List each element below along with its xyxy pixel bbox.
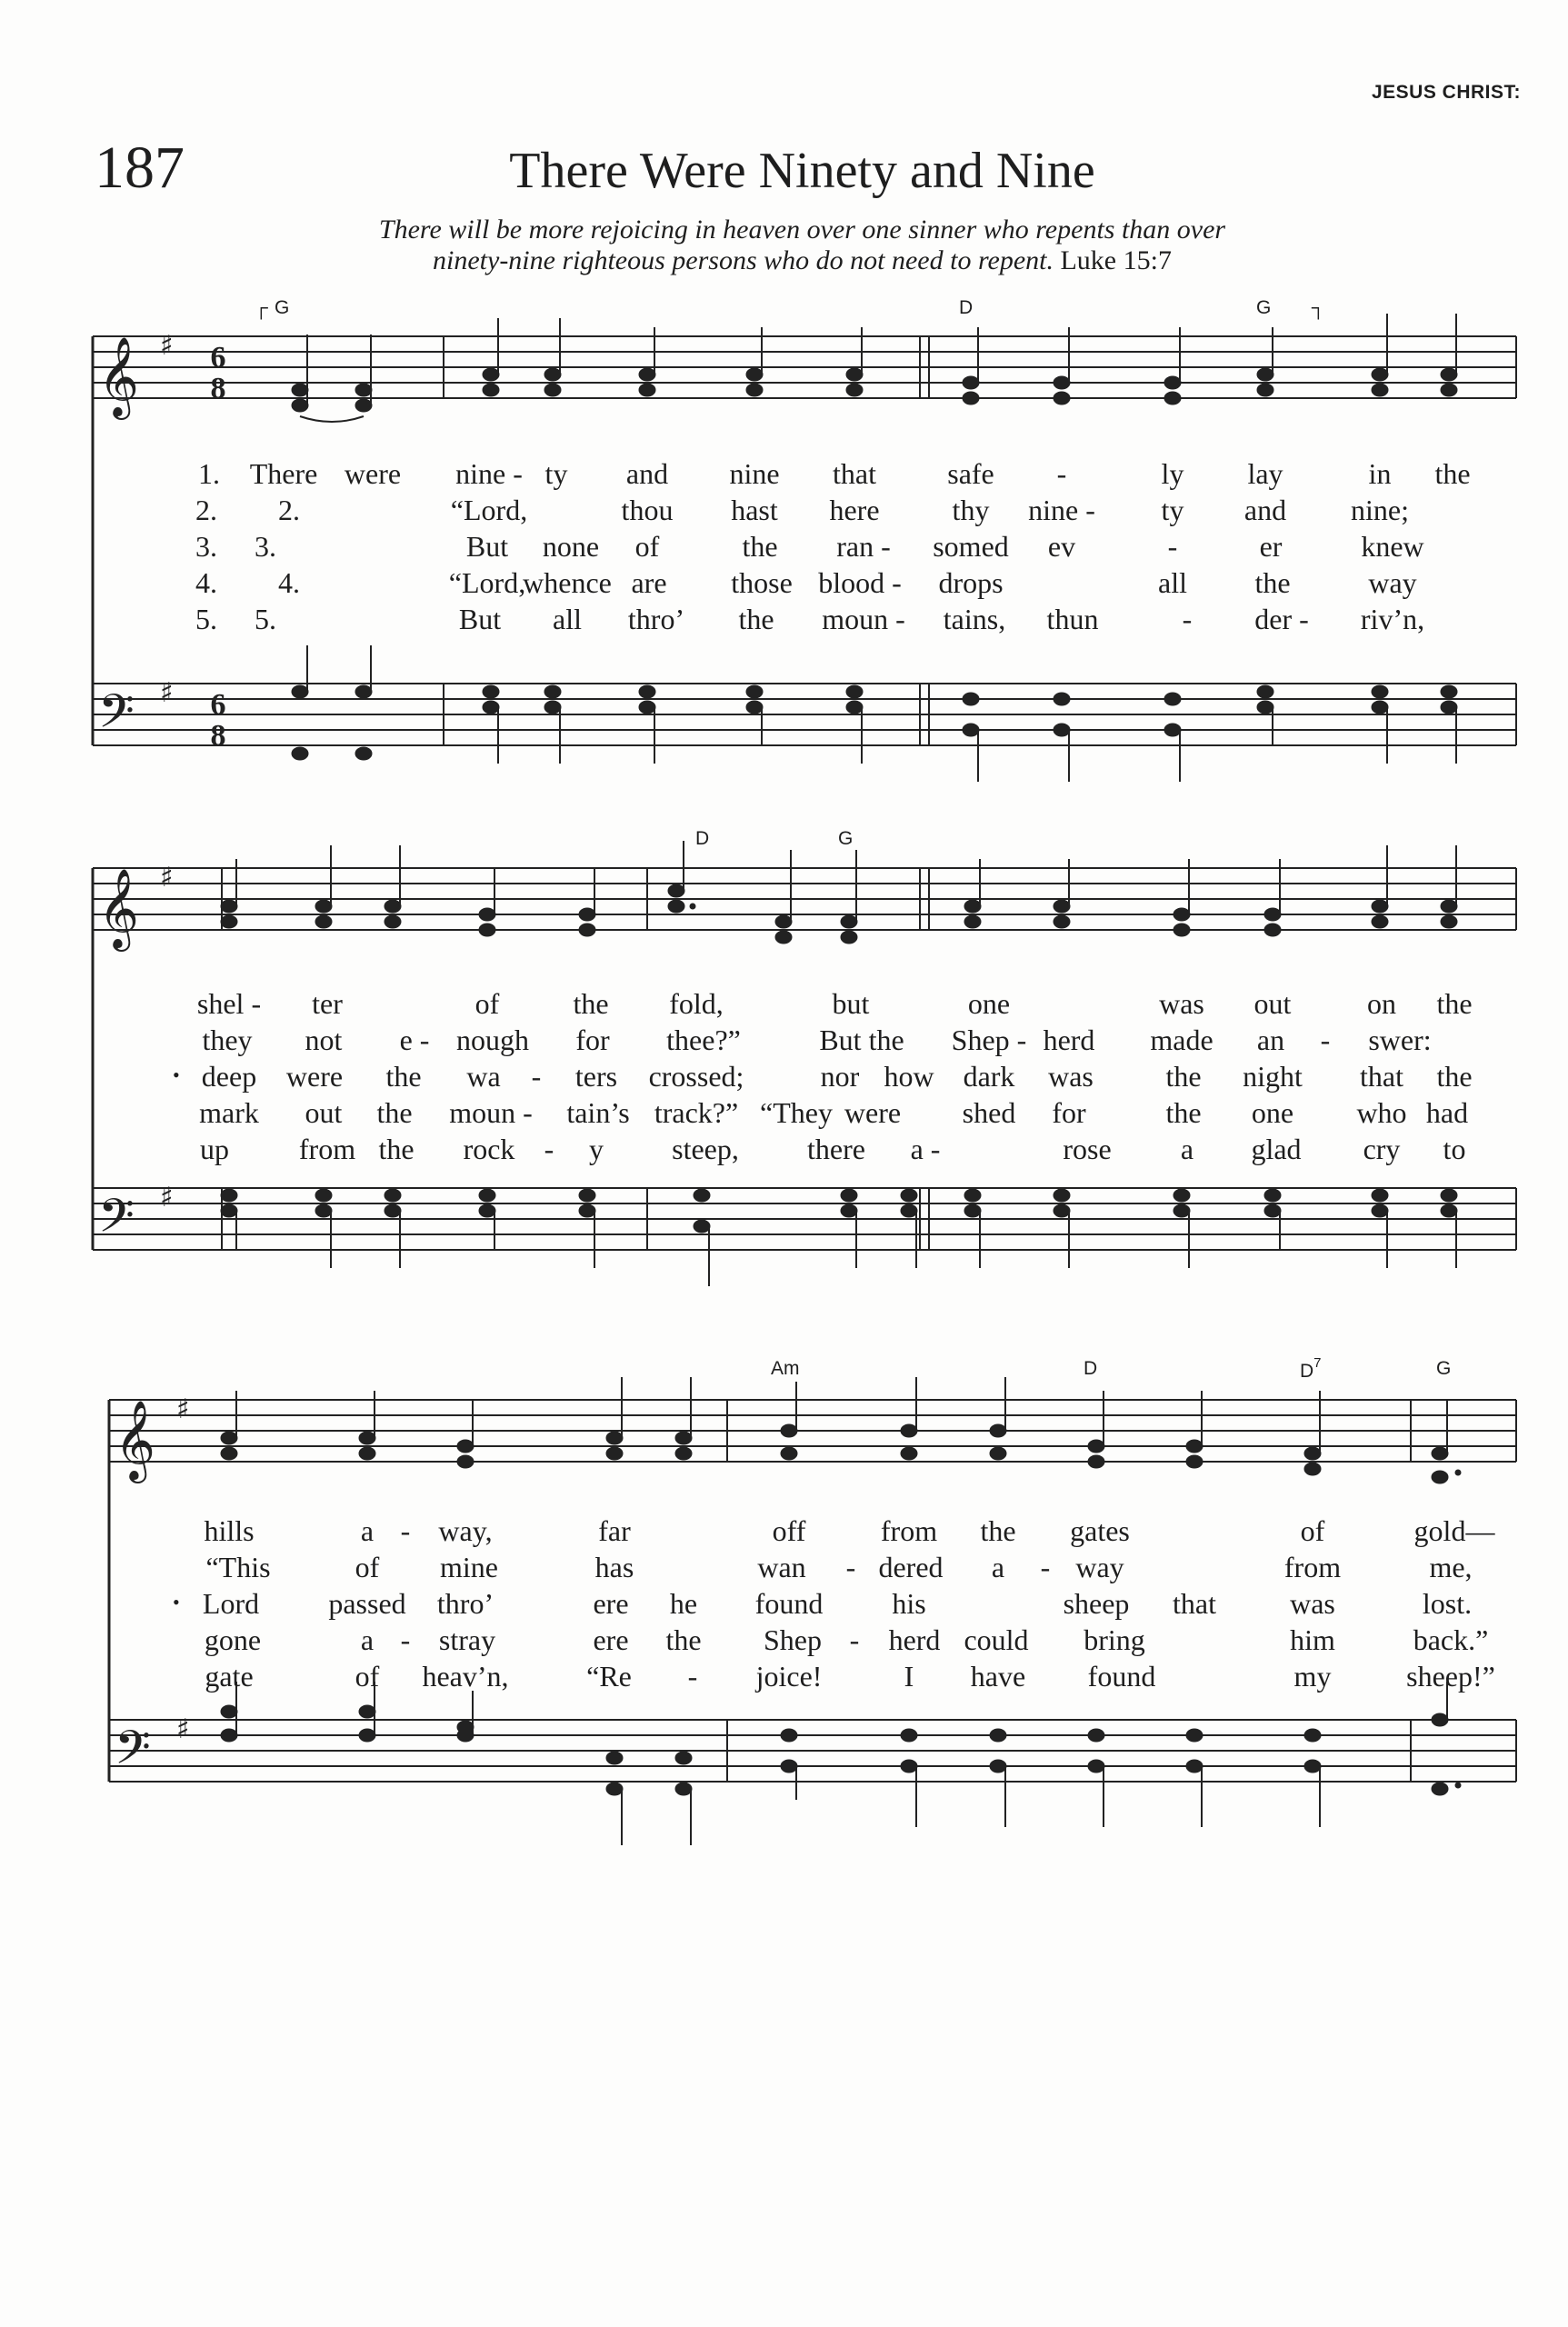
lyric-syllable: have: [970, 1660, 1026, 1693]
lyric-syllable: the: [738, 603, 774, 635]
lyric-syllable: 3.: [255, 530, 276, 563]
lyric-syllable: -: [1182, 603, 1193, 635]
lyric-hyphen: thun: [1046, 603, 1099, 635]
lyric-syllable: “This: [205, 1551, 271, 1583]
lyric-syllable: thee?”: [666, 1024, 741, 1056]
lyric-syllable: me,: [1429, 1551, 1473, 1583]
lyric-syllable: here: [829, 494, 880, 526]
chord-symbol: D: [695, 828, 710, 849]
lyric-syllable: of: [1300, 1514, 1325, 1547]
lyric-syllable: who: [1356, 1096, 1407, 1129]
verse-marker-bullet: •: [173, 1064, 180, 1086]
epigraph-reference: Luke 15:7: [1060, 245, 1172, 275]
lyric-syllable: off: [772, 1514, 806, 1547]
lyric-syllable: ere: [593, 1587, 629, 1620]
lyric-syllable: deep: [201, 1060, 257, 1093]
lyric-syllable: heav’n,: [422, 1660, 509, 1693]
lyric-syllable: that: [1173, 1587, 1216, 1620]
lyric-syllable: way: [1368, 566, 1417, 599]
lyric-syllable: er: [1259, 530, 1283, 563]
verse-number: 2.: [195, 494, 217, 526]
lyric-syllable: they: [202, 1024, 253, 1056]
epigraph-line-2: ninety-nine righteous persons who do not need to repent.: [433, 245, 1054, 275]
lyric-syllable: out: [1253, 987, 1292, 1020]
lyric-syllable: e -: [399, 1024, 430, 1056]
lyric-syllable: has: [594, 1551, 634, 1583]
section-label: JESUS CHRIST:: [1371, 82, 1521, 103]
lyric-syllable: ere: [593, 1623, 629, 1656]
lyric-syllable: in: [1368, 457, 1392, 490]
lyric-syllable: one: [1251, 1096, 1294, 1129]
lyric-syllable: nor: [820, 1060, 860, 1093]
lyric-syllable: thou: [621, 494, 674, 526]
lyric-syllable: an: [1256, 1024, 1285, 1056]
lyric-syllable: “They: [760, 1096, 833, 1129]
verse-number: 1.: [198, 457, 220, 490]
lyric-syllable: thro’: [627, 603, 685, 635]
lyric-syllable: a: [360, 1623, 375, 1656]
chord-symbol: G: [1436, 1358, 1452, 1379]
lyric-syllable: his: [892, 1587, 926, 1620]
verse-number: 4.: [195, 566, 217, 599]
chord-bracket-open: ┌: [255, 297, 268, 318]
lyric-syllable: but: [832, 987, 870, 1020]
lyric-hyphen: -: [400, 1623, 411, 1656]
lyric-syllable: my: [1293, 1660, 1332, 1693]
lyric-syllable: how: [884, 1060, 934, 1093]
lyric-syllable: way: [1075, 1551, 1124, 1583]
lyric-syllable: moun -: [449, 1096, 533, 1129]
chord-bracket-close: ┐: [1312, 297, 1325, 318]
verse-marker-bullet: •: [173, 1591, 180, 1613]
lyric-syllable: There: [249, 457, 318, 490]
lyric-syllable: herd: [1043, 1024, 1095, 1056]
bass-notes: [221, 1682, 1461, 1845]
lyric-syllable: were: [344, 457, 402, 490]
lyric-syllable: “Lord,: [450, 494, 528, 526]
lyric-syllable: drops: [938, 566, 1004, 599]
time-signature-top: 6: [210, 341, 226, 375]
lyric-syllable: dark: [963, 1060, 1015, 1093]
lyric-syllable: all: [553, 603, 582, 635]
lyric-syllable: the: [385, 1060, 422, 1093]
lyric-syllable: Shep -: [951, 1024, 1027, 1056]
time-signature-bottom: 8: [210, 719, 226, 753]
lyric-syllable: of: [355, 1660, 380, 1693]
lyric-hyphen: -: [531, 1060, 542, 1093]
lyric-syllable: had: [1425, 1096, 1469, 1129]
lyric-syllable: the: [1434, 457, 1471, 490]
lyric-syllable: tains,: [943, 603, 1006, 635]
lyric-syllable: nine -: [455, 457, 523, 490]
lyric-syllable: a -: [910, 1133, 941, 1165]
lyric-syllable: he: [669, 1587, 698, 1620]
lyric-syllable: on: [1367, 987, 1396, 1020]
lyric-syllable: nine: [729, 457, 780, 490]
lyric-syllable: far: [598, 1514, 631, 1547]
lyric-syllable: hills: [204, 1514, 255, 1547]
lyric-syllable: for: [575, 1024, 610, 1056]
lyric-syllable: “Lord,: [448, 566, 526, 599]
chord-symbol: D: [959, 297, 974, 318]
chord-symbol: G: [275, 297, 290, 318]
svg-text:♯: ♯: [176, 1713, 190, 1745]
lyric-syllable: knew: [1361, 530, 1424, 563]
lyric-syllable: the: [1436, 1060, 1473, 1093]
lyric-syllable: “Re: [586, 1660, 632, 1693]
lyric-syllable: the: [376, 1096, 413, 1129]
svg-text:♯: ♯: [176, 1393, 190, 1425]
lyric-syllable: and: [625, 457, 669, 490]
chord-symbol: D: [1084, 1358, 1098, 1379]
lyric-hyphen: -: [1040, 1551, 1051, 1583]
lyric-syllable: were: [844, 1096, 902, 1129]
lyric-syllable: that: [1360, 1060, 1403, 1093]
verse-number: 3.: [195, 530, 217, 563]
lyric-syllable: of: [474, 987, 500, 1020]
lyric-syllable: safe: [947, 457, 994, 490]
bass-clef-icon: 𝄢: [98, 1188, 135, 1254]
lyric-syllable: not: [305, 1024, 343, 1056]
chord-symbol: $D^7$: [1300, 1355, 1322, 1382]
lyric-syllable: 2.: [278, 494, 300, 526]
lyric-syllable: blood -: [818, 566, 902, 599]
lyric-hyphen: -: [845, 1551, 856, 1583]
lyric-syllable: was: [1159, 987, 1204, 1020]
lyric-syllable: der -: [1254, 603, 1309, 635]
lyric-hyphen: -: [687, 1660, 698, 1693]
lyric-syllable: those: [731, 566, 793, 599]
svg-text:♯: ♯: [160, 1182, 174, 1213]
lyric-syllable: riv’n,: [1360, 603, 1425, 635]
treble-clef-icon: 𝄞: [98, 867, 139, 948]
lyric-syllable: the: [378, 1133, 414, 1165]
lyric-syllable: ran -: [836, 530, 891, 563]
chord-symbol: G: [838, 828, 854, 849]
treble-clef-icon: 𝄞: [115, 1399, 155, 1480]
lyric-syllable: night: [1243, 1060, 1303, 1093]
lyric-syllable: mine: [440, 1551, 498, 1583]
grand-staff-1: [0, 309, 1568, 782]
lyric-syllable: crossed;: [648, 1060, 744, 1093]
lyric-syllable: could: [964, 1623, 1029, 1656]
lyric-syllable: lay: [1247, 457, 1283, 490]
lyric-syllable: are: [631, 566, 667, 599]
lyric-syllable: gates: [1070, 1514, 1130, 1547]
lyric-syllable: moun -: [822, 603, 905, 635]
lyric-syllable: found: [754, 1587, 824, 1620]
hymn-title: There Were Ninety and Nine: [509, 143, 1095, 199]
lyric-syllable: rock: [463, 1133, 515, 1165]
lyric-syllable: all: [1158, 566, 1187, 599]
lyric-syllable: bring: [1084, 1623, 1145, 1656]
lyric-syllable: I: [904, 1660, 914, 1693]
lyric-syllable: nine -: [1028, 494, 1095, 526]
lyric-syllable: lost.: [1422, 1587, 1473, 1620]
lyric-syllable: Lord: [202, 1587, 260, 1620]
lyric-syllable: the: [1254, 566, 1291, 599]
lyric-syllable: wan: [757, 1551, 806, 1583]
lyric-syllable: sheep!”: [1406, 1660, 1495, 1693]
lyric-syllable: -: [1167, 530, 1178, 563]
lyric-syllable: But: [465, 530, 509, 563]
svg-text:♯: ♯: [160, 862, 174, 894]
lyric-syllable: herd: [888, 1623, 941, 1656]
lyric-syllable: from: [1283, 1551, 1342, 1583]
svg-text:♯: ♯: [160, 677, 174, 709]
lyric-syllable: But the: [819, 1024, 904, 1056]
lyric-syllable: tain’s: [566, 1096, 630, 1129]
lyric-syllable: y: [589, 1133, 604, 1165]
lyric-syllable: back.”: [1413, 1623, 1489, 1656]
lyric-syllable: ty: [544, 457, 568, 490]
lyric-hyphen: -: [1056, 457, 1067, 490]
lyric-syllable: ter: [312, 987, 343, 1020]
lyric-syllable: for: [1052, 1096, 1086, 1129]
lyric-hyphen: ev: [1047, 530, 1076, 563]
lyric-syllable: ters: [574, 1060, 618, 1093]
lyric-syllable: cry: [1363, 1133, 1401, 1165]
lyric-syllable: the: [1436, 987, 1473, 1020]
bass-clef-icon: 𝄢: [115, 1720, 151, 1786]
lyric-syllable: made: [1150, 1024, 1213, 1056]
lyric-syllable: glad: [1251, 1133, 1302, 1165]
treble-clef-icon: 𝄞: [98, 335, 139, 416]
verse-number: 5.: [195, 603, 217, 635]
lyric-syllable: way,: [438, 1514, 493, 1547]
time-signature-top: 6: [210, 688, 226, 722]
lyric-syllable: the: [665, 1623, 702, 1656]
lyric-syllable: whence: [523, 566, 612, 599]
lyric-syllable: ty: [1161, 494, 1184, 526]
lyric-syllable: the: [742, 530, 778, 563]
lyric-syllable: shel -: [196, 987, 262, 1020]
lyric-syllable: one: [967, 987, 1011, 1020]
lyric-hyphen: -: [1320, 1024, 1331, 1056]
epigraph-line-1: There will be more rejoicing in heaven over one sinner who repents than over: [378, 215, 1226, 245]
lyric-syllable: the: [980, 1514, 1016, 1547]
lyric-syllable: was: [1048, 1060, 1094, 1093]
lyric-syllable: track?”: [654, 1096, 739, 1129]
treble-notes: [221, 841, 1457, 944]
lyric-syllable: a: [1180, 1133, 1194, 1165]
lyric-syllable: mark: [199, 1096, 259, 1129]
lyric-syllable: steep,: [672, 1133, 739, 1165]
lyric-syllable: hast: [731, 494, 778, 526]
lyric-syllable: found: [1087, 1660, 1156, 1693]
lyric-syllable: a: [360, 1514, 375, 1547]
chord-symbol: G: [1256, 297, 1272, 318]
lyric-syllable: gone: [204, 1623, 262, 1656]
lyric-syllable: of: [634, 530, 660, 563]
lyric-syllable: out: [305, 1096, 343, 1129]
bass-clef-icon: 𝄢: [98, 684, 135, 750]
lyric-syllable: him: [1290, 1623, 1335, 1656]
lyric-syllable: dered: [878, 1551, 944, 1583]
lyric-syllable: swer:: [1368, 1024, 1432, 1056]
lyric-syllable: the: [1165, 1060, 1202, 1093]
lyric-syllable: and: [1243, 494, 1287, 526]
lyric-syllable: that: [833, 457, 876, 490]
lyric-syllable: gate: [205, 1660, 254, 1693]
hymn-number: 187: [95, 135, 185, 201]
lyric-syllable: were: [285, 1060, 344, 1093]
lyric-syllable: from: [880, 1514, 938, 1547]
lyric-syllable: from: [298, 1133, 356, 1165]
lyric-syllable: to: [1443, 1133, 1466, 1165]
svg-text:♯: ♯: [160, 330, 174, 362]
lyric-syllable: there: [807, 1133, 865, 1165]
time-signature-bottom: 8: [210, 372, 226, 405]
lyric-syllable: wa: [466, 1060, 501, 1093]
lyric-syllable: ly: [1161, 457, 1184, 490]
lyric-syllable: joice!: [755, 1660, 823, 1693]
lyric-syllable: 5.: [255, 603, 276, 635]
lyric-syllable: up: [200, 1133, 229, 1165]
lyric-syllable: nine;: [1351, 494, 1409, 526]
lyric-syllable: nough: [456, 1024, 529, 1056]
lyric-syllable: shed: [962, 1096, 1016, 1129]
lyric-syllable: passed: [328, 1587, 406, 1620]
lyric-syllable: thy: [952, 494, 990, 526]
lyric-hyphen: -: [400, 1514, 411, 1547]
chord-symbol: Am: [771, 1358, 800, 1379]
lyric-hyphen: -: [544, 1133, 554, 1165]
lyric-syllable: fold,: [669, 987, 724, 1020]
lyric-hyphen: -: [849, 1623, 860, 1656]
lyric-syllable: of: [355, 1551, 380, 1583]
lyric-syllable: thro’: [436, 1587, 494, 1620]
lyric-syllable: But: [458, 603, 502, 635]
lyric-syllable: the: [1165, 1096, 1202, 1129]
lyric-syllable: gold—: [1413, 1514, 1495, 1547]
lyric-syllable: the: [573, 987, 609, 1020]
lyric-syllable: 4.: [278, 566, 300, 599]
lyric-syllable: was: [1290, 1587, 1335, 1620]
lyric-syllable: somed: [933, 530, 1009, 563]
lyric-syllable: a: [991, 1551, 1005, 1583]
scripture-epigraph: [0, 215, 1568, 276]
lyric-syllable: stray: [438, 1623, 496, 1656]
lyric-syllable: sheep: [1063, 1587, 1130, 1620]
lyric-syllable: Shep: [764, 1623, 822, 1656]
lyric-syllable: rose: [1063, 1133, 1112, 1165]
lyric-syllable: none: [542, 530, 600, 563]
